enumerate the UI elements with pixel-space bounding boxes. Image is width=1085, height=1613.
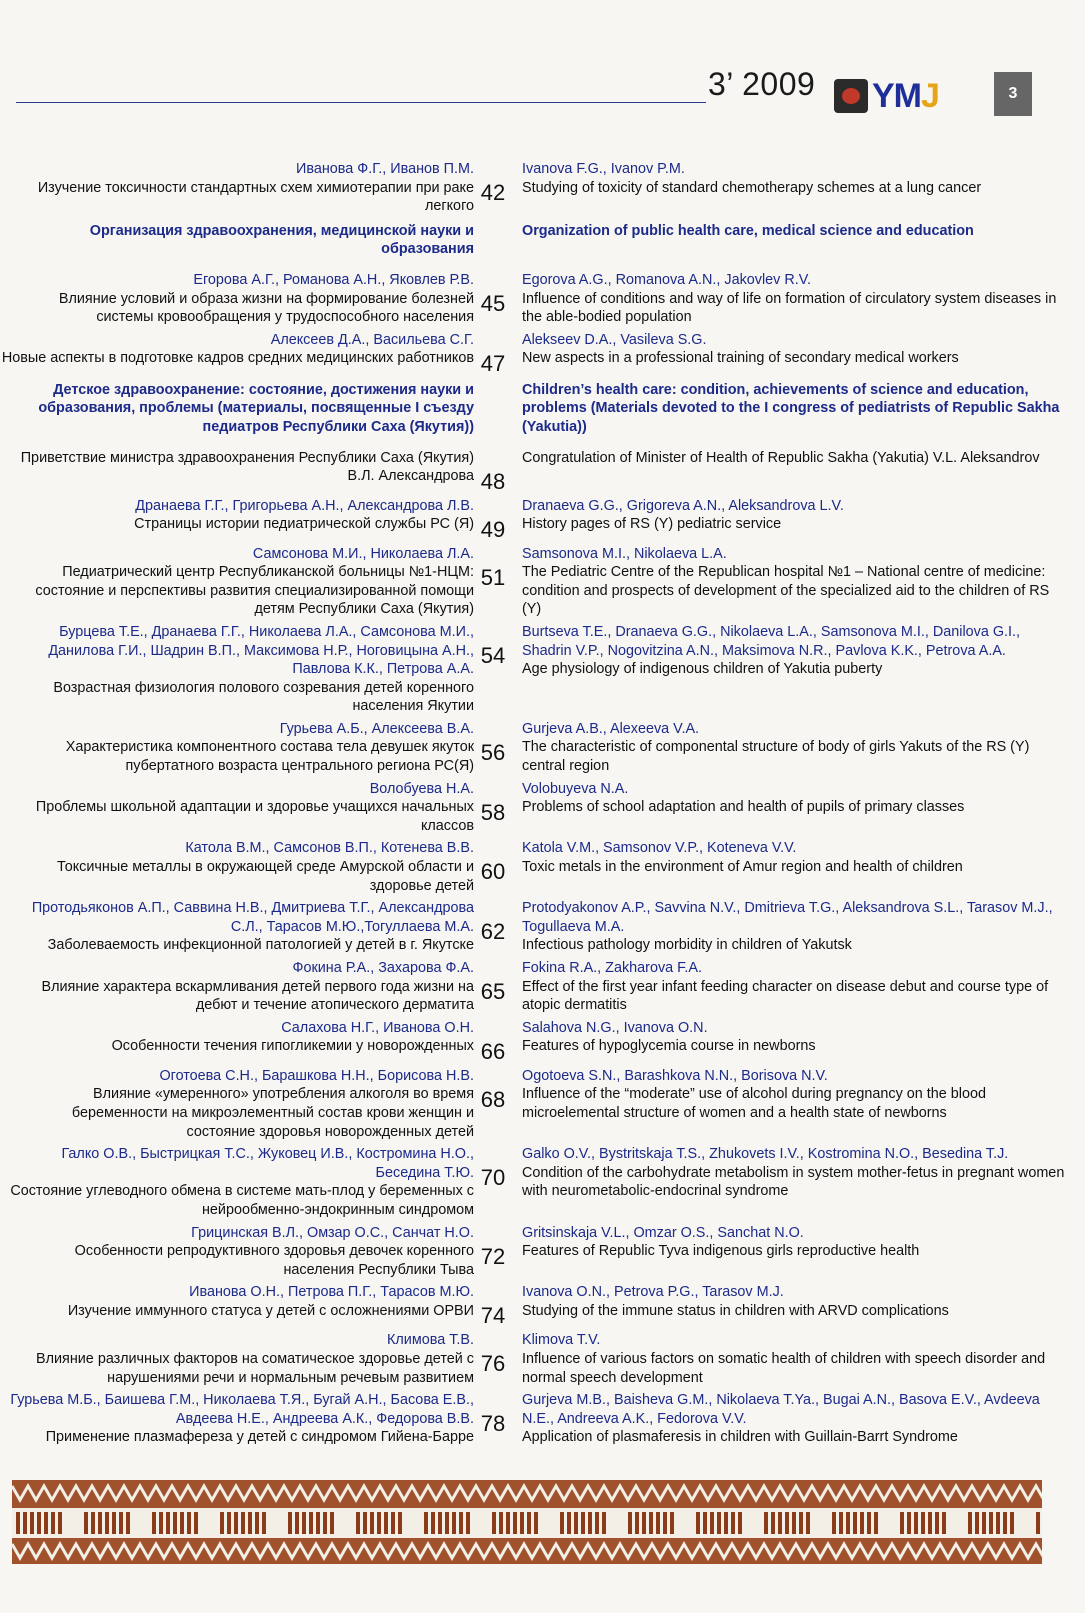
page-ref: 68 [480,1086,506,1112]
ornament-bar [112,1512,116,1534]
authors-en: Burtseva T.E., Dranaeva G.G., Nikolaeva L.A., Samsonova M.I., Danilova G.I., Shadrin V.P., Nogovitzina A.N., Maksimova N.R., Pavlova K.K., Petrova A.A. [522,623,1021,659]
page-number: 3 [994,72,1032,116]
ornament-bar [635,1512,639,1534]
page-ref: 72 [480,1243,506,1269]
ornament-bar [996,1512,1000,1534]
ornament-border [12,1480,1042,1564]
ornament-bar [595,1512,599,1534]
authors-ru: Егорова А.Г., Романова А.Н., Яковлев Р.В. [193,271,474,288]
ornament-bar [703,1512,707,1534]
ornament-bar [220,1512,224,1534]
entry-en [508,331,1068,375]
ornament-bar [234,1512,238,1534]
title-en: Effect of the first year infant feeding character on disease debut and course type of atopic dermatitis [522,978,1049,1014]
entry-en [508,1391,1068,1447]
ornament-bar [806,1512,810,1534]
title-ru: Особенности течения гипогликемии у новорожденных [111,1038,474,1055]
ornament-bar [921,1512,925,1534]
authors-en: Volobuyeva N.A. [522,780,629,797]
logo-letters-ym: YM [872,76,921,115]
authors-ru: Протодьяконов А.П., Саввина Н.В., Дмитриева Т.Г., Александрова С.Л., Тарасов М.Ю.,Тогуллаева М.А. [31,900,474,935]
ornament-bar [717,1512,721,1534]
entry-ru [0,1391,478,1447]
ornament-bar [942,1512,946,1534]
authors-ru: Иванова О.Н., Петрова П.Г., Тарасов М.Ю. [189,1284,474,1301]
authors-en: Dranaeva G.G., Grigoreva A.N., Aleksandrova L.V. [522,497,844,514]
ornament-bar [187,1512,191,1534]
logo-text [872,77,939,116]
ornament-bar [696,1512,700,1534]
ornament-bar [241,1512,245,1534]
ornament-bar [126,1512,130,1534]
authors-en: Alekseev D.A., Vasileva S.G. [522,331,707,348]
title-ru: Влияние различных факторов на соматическое здоровье детей с нарушениями речи и нормальным речевым развитием [36,1350,474,1386]
title-en: Studying of the immune status in children with ARVD complications [522,1302,949,1319]
ornament-bar [738,1512,742,1534]
title-ru: Изучение токсичности стандартных схем химиотерапии при раке легкого [37,179,474,215]
ornament-bar [316,1512,320,1534]
toc-entry [0,331,1085,375]
authors-ru: Фокина Р.А., Захарова Ф.А. [292,960,474,976]
ornament-bar [764,1512,768,1534]
ornament-bar [363,1512,367,1534]
header-rule [16,102,706,103]
ornament-bar [370,1512,374,1534]
title-ru: Влияние «умеренного» употребления алкоголя во время беременности на микроэлементный состав крови женщин и состояние здоровья новорожденных детей [71,1086,474,1140]
ornament-bar [58,1512,62,1534]
ornament-bar [574,1512,578,1534]
ornament-bar [642,1512,646,1534]
ornament-bar [323,1512,327,1534]
authors-ru: Салахова Н.Г., Иванова О.Н. [281,1019,474,1036]
page-ref: 45 [480,290,506,316]
title-ru: Влияние характера вскармливания детей первого года жизни на дебют и течение атопического дерматита [41,978,474,1014]
entry-ru [0,1283,478,1327]
page-ref: 65 [480,979,506,1004]
entry-en [508,839,1068,895]
authors-en: Galko O.V., Bystritskaja T.S., Zhukovets I.V., Kostromina N.O., Besedina T.J. [522,1146,1009,1163]
page-ref: 51 [480,564,506,590]
entry-ru [0,720,478,776]
title-ru: Педиатрический центр Республиканской больницы №1-НЦМ: состояние и перспективы развития специализированной помощи детям Республики Саха (Якутия) [35,564,474,618]
ornament-bar [860,1512,864,1534]
ornament-bar [560,1512,564,1534]
entry-en [508,899,1068,955]
authors-en: Fokina R.A., Zakharova F.A. [522,960,702,976]
ornament-bar [309,1512,313,1534]
entry-ru [0,780,478,836]
ornament-bar [534,1512,538,1534]
toc-entry [0,839,1085,895]
ornament-bar [567,1512,571,1534]
ornament-bar [914,1512,918,1534]
section-title-en: Organization of public health care, medical science and education [522,222,974,239]
authors-ru: Бурцева Т.Е., Дранаева Г.Г., Николаева Л.А., Самсонова М.И., Данилова Г.И., Шадрин В.П., Максимова Н.Р., Ноговицына А.Н., Павлова К.К., Петрова А.А. [48,623,474,678]
entry-en [508,1145,1068,1219]
section-spacer [478,381,508,437]
ornament-bar [656,1512,660,1534]
title-en: New aspects in a professional training of secondary medical workers [522,350,959,367]
entry-ru [0,839,478,895]
ornament-bar [853,1512,857,1534]
entry-ru [0,1067,478,1141]
authors-ru: Иванова Ф.Г., Иванов П.М. [296,161,474,177]
page-ref: 48 [480,468,506,494]
page-ref: 76 [480,1351,506,1377]
page-ref: 78 [480,1411,506,1437]
ornament-bar [663,1512,667,1534]
issue-number: 3’ 2009 [708,66,816,102]
ornament-bar [792,1512,796,1534]
ornament-bar [295,1512,299,1534]
page-ref: 56 [480,739,506,765]
ornament-bar [51,1512,55,1534]
toc-entry [0,720,1085,776]
ornament-bar [84,1512,88,1534]
title-ru: Влияние условий и образа жизни на формирование болезней системы кровообращения у трудоспособного населения [58,290,474,326]
title-ru: Токсичные металлы в окружающей среде Амурской области и здоровье детей [57,859,474,894]
toc-entry [0,1067,1085,1141]
ornament-bar [900,1512,904,1534]
authors-en: Samsonova M.I., Nikolaeva L.A. [522,545,727,562]
authors-en: Protodyakonov A.P., Savvina N.V., Dmitrieva T.G., Aleksandrova S.L., Tarasov M.J., Togullaeva M.A. [522,900,1053,935]
ornament-bar [152,1512,156,1534]
ornament-bar [499,1512,503,1534]
entry-en [508,497,1068,541]
toc-entry [0,497,1085,541]
authors-ru: Гурьева М.Б., Баишева Г.М., Николаева Т.Я., Бугай А.Н., Басова Е.В., Авдеева Н.Е., Андреева А.К., Федорова В.В. [10,1392,474,1427]
toc-entry [0,1224,1085,1280]
ornament-bar [520,1512,524,1534]
page-ref: 70 [480,1165,506,1191]
ornament-bar [438,1512,442,1534]
entry-ru [0,1145,478,1219]
ornament-bar [459,1512,463,1534]
section-spacer [478,222,508,259]
title-ru: Приветствие министра здравоохранения Республики Саха (Якутия) В.Л. Александрова [20,449,474,485]
authors-ru: Волобуева Н.А. [369,780,474,797]
title-en: Age physiology of indigenous children of Yakutia puberty [522,661,883,678]
toc-entry [0,1019,1085,1063]
toc-entry [0,449,1085,493]
title-en: Problems of school adaptation and health of pupils of primary classes [522,799,965,816]
entry-en [508,1283,1068,1327]
ornament-bar [248,1512,252,1534]
entry-ru [0,545,478,619]
toc-entry [0,271,1085,327]
page-ref: 60 [480,859,506,885]
ornament-bar [846,1512,850,1534]
toc-entry [0,1145,1085,1219]
ornament-bar [588,1512,592,1534]
ornament-bar [628,1512,632,1534]
ornament-bar [288,1512,292,1534]
ornament-bar [98,1512,102,1534]
title-en: The Pediatric Centre of the Republican hospital №1 – National centre of medicine: condition and prospects of development of the specialized aid to the children of RS (Y) [522,564,1050,618]
ornament-bar [1010,1512,1014,1534]
ornament-bar [513,1512,517,1534]
ornament-bar [356,1512,360,1534]
ornament-bar [159,1512,163,1534]
title-ru: Изучение иммунного статуса у детей с осложнениями ОРВИ [67,1302,474,1319]
table-of-contents [0,160,1085,1451]
ornament-bar [262,1512,266,1534]
title-en: Influence of conditions and way of life on formation of circulatory system diseases in the able-bodied population [522,290,1057,326]
ornament-bar [867,1512,871,1534]
page-ref: 54 [480,642,506,668]
ornament-bar [1036,1512,1040,1534]
entry-ru [0,1331,478,1387]
title-ru: Возрастная физиология полового созревания детей коренного населения Якутии [53,679,474,715]
entry-ru [0,271,478,327]
authors-en: Katola V.M., Samsonov V.P., Koteneva V.V. [522,840,797,857]
entry-en [508,959,1068,1015]
ornament-bar [778,1512,782,1534]
toc-entry [0,959,1085,1015]
entry-en [508,1331,1068,1387]
section-title-ru: Организация здравоохранения, медицинской науки и образования [89,222,474,258]
toc-section-heading [0,381,1085,437]
logo-letter-j: J [921,76,939,115]
ornament-bar [839,1512,843,1534]
toc-section-heading [0,222,1085,259]
ornament-bar [44,1512,48,1534]
authors-en: Gritsinskaja V.L., Omzar O.S., Sanchat N.O. [522,1224,804,1241]
authors-en: Ivanova O.N., Petrova P.G., Tarasov M.J. [522,1284,784,1301]
ornament-bar [194,1512,198,1534]
ornament-bar [935,1512,939,1534]
ornament-bar [968,1512,972,1534]
ornament-bar [975,1512,979,1534]
title-en: Application of plasmaferesis in children with Guillain-Barrt Syndrome [522,1429,958,1446]
title-ru: Особенности репродуктивного здоровья девочек коренного населения Республики Тыва [74,1243,474,1278]
entry-en [508,1019,1068,1063]
title-ru: Характеристика компонентного состава тела девушек якуток пубертатного возраста центрального региона РС(Я) [65,739,474,775]
entry-ru [0,899,478,955]
entry-ru [0,1019,478,1063]
title-en: The characteristic of componental structure of body of girls Yakuts of the RS (Y) central region [522,739,1030,775]
toc-entry [0,160,1085,216]
authors-en: Egorova A.G., Romanova A.N., Jakovlev R.V. [522,271,812,288]
entry-en [508,1067,1068,1141]
ornament-bar [105,1512,109,1534]
ornament-bar [445,1512,449,1534]
ornament-bar [398,1512,402,1534]
ornament-bar [649,1512,653,1534]
entry-ru [0,1224,478,1280]
title-en: Studying of toxicity of standard chemotherapy schemes at a lung cancer [522,179,982,196]
ornament-bar [710,1512,714,1534]
authors-en: Gurjeva M.B., Baisheva G.M., Nikolaeva T.Ya., Bugai A.N., Basova E.V., Avdeeva N.E., Andreeva A.K., Fedorova V.V. [522,1392,1040,1427]
authors-ru: Грицинская В.Л., Омзар О.С., Санчат Н.О. [191,1224,474,1241]
title-en: Features of hypoglycemia course in newborns [522,1038,816,1055]
section-title-en: Children’s health care: condition, achievements of science and education, problems (Materials devoted to the I congress of pediatrists of Republic Sakha (Yakutia)) [522,381,1060,435]
entry-en [508,160,1068,216]
ornament-bar [23,1512,27,1534]
authors-ru: Дранаева Г.Г., Григорьева А.Н., Александрова Л.В. [135,497,474,514]
ornament-bar [874,1512,878,1534]
entry-en [508,271,1068,327]
ornament-bar [173,1512,177,1534]
page-ref: 58 [480,799,506,825]
entry-en [508,1224,1068,1280]
authors-en: Ogotoeva S.N., Barashkova N.N., Borisova N.V. [522,1067,828,1084]
entry-ru [0,449,478,493]
entry-ru [0,331,478,375]
authors-en: Klimova T.V. [522,1332,601,1349]
entry-ru [0,959,478,1015]
title-ru: Применение плазмафереза у детей с синдромом Гийена-Барре [45,1429,474,1446]
ornament-bar [424,1512,428,1534]
title-ru: Страницы истории педиатрической службы РС (Я) [134,516,474,533]
ornament-bar [255,1512,259,1534]
ornament-bar [989,1512,993,1534]
authors-ru: Самсонова М.И., Николаева Л.А. [252,545,474,562]
ornament-bar [119,1512,123,1534]
page-ref: 74 [480,1303,506,1329]
ornament-bar [581,1512,585,1534]
authors-ru: Галко О.В., Быстрицкая Т.С., Жуковец И.В., Костромина Н.О., Беседина Т.Ю. [61,1146,474,1181]
ornament-bar [180,1512,184,1534]
ornament-bar [771,1512,775,1534]
ornament-bar [452,1512,456,1534]
ornament-bar [731,1512,735,1534]
entry-ru [0,623,478,716]
page-ref: 42 [480,180,506,205]
title-en: Features of Republic Tyva indigenous girls reproductive health [522,1243,920,1260]
page-ref: 66 [480,1038,506,1064]
ornament-bar [227,1512,231,1534]
authors-ru: Алексеев Д.А., Васильева С.Г. [270,331,474,348]
toc-entry [0,1331,1085,1387]
title-ru: Новые аспекты в подготовке кадров средних медицинских работников [1,350,474,367]
title-en: Infectious pathology morbidity in children of Yakutsk [522,937,852,954]
ornament-bar [670,1512,674,1534]
title-en: Toxic metals in the environment of Amur region and health of children [522,859,963,876]
section-title-ru: Детское здравоохранение: состояние, достижения науки и образования, проблемы (материалы, посвященные I съезду педиатров Республики Саха (Якутия)) [38,381,474,435]
entry-en [508,623,1068,716]
ornament-bar [506,1512,510,1534]
ornament-bar [391,1512,395,1534]
title-en: Congratulation of Minister of Health of Republic Sakha (Yakutia) V.L. Aleksandrov [522,449,1040,466]
page-ref: 49 [480,516,506,542]
emblem-icon [834,79,868,113]
ornament-bar [377,1512,381,1534]
entry-ru [0,497,478,541]
toc-entry [0,545,1085,619]
title-en: Condition of the carbohydrate metabolism in system mother-fetus in pregnant women with neurometabolic-endocrinal syndrome [522,1164,1065,1200]
ornament-bar [431,1512,435,1534]
ornament-bar [602,1512,606,1534]
ornament-bar [30,1512,34,1534]
toc-entry [0,1283,1085,1327]
toc-entry [0,780,1085,836]
ornament-bar [907,1512,911,1534]
entry-en [508,720,1068,776]
page-ref: 47 [480,350,506,376]
toc-entry [0,623,1085,716]
title-ru: Состояние углеводного обмена в системе мать-плод у беременных с нейрообменно-эндокринным синдромом [10,1183,474,1218]
page-ref: 62 [480,919,506,945]
ornament-bar [166,1512,170,1534]
title-ru: Проблемы школьной адаптации и здоровье учащихся начальных классов [35,799,474,834]
entry-ru [0,160,478,216]
entry-en [508,449,1068,493]
title-en: History pages of RS (Y) pediatric service [522,516,782,533]
toc-entry [0,899,1085,955]
authors-en: Gurjeva A.B., Alexeeva V.A. [522,720,700,737]
ornament-bar [16,1512,20,1534]
ornament-bar [832,1512,836,1534]
ornament-bar [466,1512,470,1534]
ornament-bar [330,1512,334,1534]
journal-logo [834,76,984,116]
entry-en [508,780,1068,836]
entry-en [508,545,1068,619]
authors-ru: Оготоева С.Н., Барашкова Н.Н., Борисова Н.В. [159,1067,474,1084]
authors-ru: Гурьева А.Б., Алексеева В.А. [279,720,474,737]
ornament-bar [799,1512,803,1534]
ornament-bar [37,1512,41,1534]
ornament-bar [91,1512,95,1534]
ornament-bar [724,1512,728,1534]
authors-ru: Климова Т.В. [387,1332,474,1349]
ornament-bar [785,1512,789,1534]
ornament-bar [1003,1512,1007,1534]
toc-entry [0,1391,1085,1447]
ornament-bar [492,1512,496,1534]
authors-en: Ivanova F.G., Ivanov P.M. [522,161,685,177]
ornament-bar [384,1512,388,1534]
title-en: Influence of the “moderate” use of alcohol during pregnancy on the blood microelemental structure of women and a health state of newborns [522,1086,987,1121]
authors-ru: Катола В.М., Самсонов В.П., Котенева В.В. [185,840,474,857]
ornament-bar [928,1512,932,1534]
title-ru: Заболеваемость инфекционной патологией у детей в г. Якутске [47,937,474,954]
ornament-bar [302,1512,306,1534]
title-en: Influence of various factors on somatic health of children with speech disorder and normal speech development [522,1350,1046,1386]
authors-en: Salahova N.G., Ivanova O.N. [522,1019,708,1036]
ornament-bar [527,1512,531,1534]
ornament-bar [982,1512,986,1534]
